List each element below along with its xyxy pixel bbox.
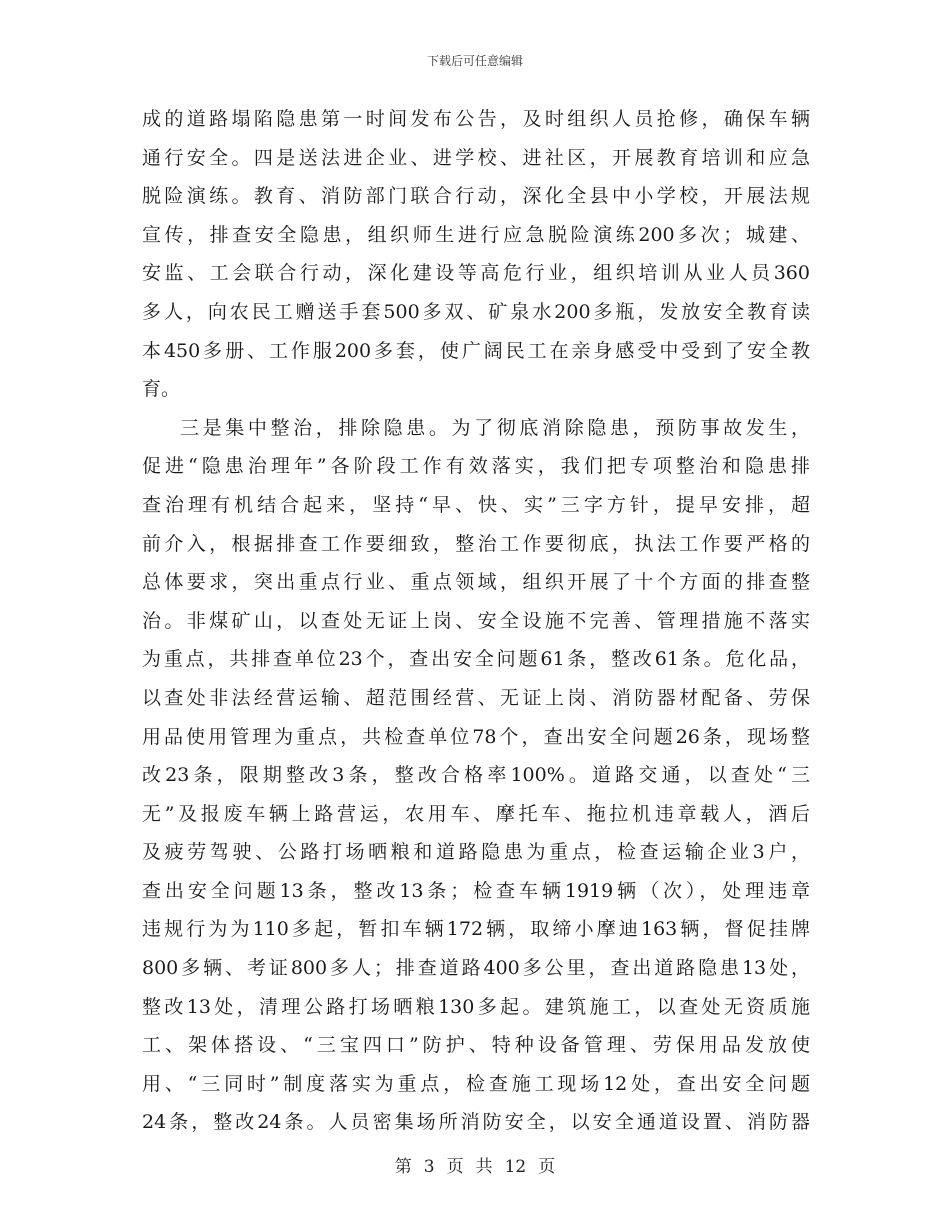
text-line: 以查处非法经营运输、超范围经营、无证上岗、消防器材配备、劳保 [142,686,810,709]
text-line: 工、架体搭设、“三宝四口”防护、特种设备管理、劳保用品发放使 [142,1034,810,1057]
text-line: 及疲劳驾驶、公路打场晒粮和道路隐患为重点，检查运输企业3户， [142,841,810,864]
text-line: 用、“三同时”制度落实为重点，检查施工现场12处，查出安全问题 [142,1072,810,1095]
text-line: 宣传，排查安全隐患，组织师生进行应急脱险演练200多次；城建、 [142,223,810,246]
total-unit: 页 [538,1157,556,1177]
page-unit: 页 [446,1157,464,1177]
text-line: 用品使用管理为重点，共检查单位78个，查出安全问题26条，现场整 [142,725,810,748]
text-line: 前介入，根据排查工作要细致，整治工作要彻底，执法工作要严格的 [142,532,810,555]
text-line: 通行安全。四是送法进企业、进学校、进社区，开展教育培训和应急 [142,146,810,169]
text-line: 本450多册、工作服200多套，使广阔民工在亲身感受中受到了安全教 [142,339,810,362]
text-line: 脱险演练。教育、消防部门联合行动，深化全县中小学校，开展法规 [142,185,810,208]
text-line: 改23条，限期整改3条，整改合格率100%。道路交通，以查处“三 [142,764,810,787]
text-line: 为重点，共排查单位23个，查出安全问题61条，整改61条。危化品， [142,648,810,671]
total-label: 共 [475,1157,493,1177]
text-line: 查治理有机结合起来，坚持“早、快、实”三字方针，提早安排，超 [142,493,810,516]
header-note: 下载后可任意编辑 [426,54,523,68]
page-label: 第 [394,1157,412,1177]
text-line: 促进“隐患治理年”各阶段工作有效落实，我们把专项整治和隐患排 [142,455,810,478]
text-line: 育。 [142,378,181,401]
text-line: 整改13处，清理公路打场晒粮130多起。建筑施工，以查处无资质施 [142,995,810,1018]
document-body [142,100,810,1142]
text-line: 治。非煤矿山，以查处无证上岗、安全设施不完善、管理措施不落实 [142,609,810,632]
text-line: 违规行为为110多起，暂扣车辆172辆，取缔小摩迪163辆，督促挂牌 [142,918,810,941]
text-line: 24条，整改24条。人员密集场所消防安全，以安全通道设置、消防器 [142,1111,810,1134]
text-line: 800多辆、考证800多人；排查道路400多公里，查出道路隐患13处， [142,957,810,980]
text-line: 查出安全问题13条，整改13条；检查车辆1919辆（次），处理违章 [142,879,810,902]
paragraph-start-line: 三是集中整治，排除隐患。为了彻底消除隐患，预防事故发生， [180,416,810,439]
text-line: 多人，向农民工赠送手套500多双、矿泉水200多瓶，发放安全教育读 [142,300,810,323]
text-line: 安监、工会联合行动，深化建设等高危行业，组织培训从业人员360 [142,262,810,285]
text-line: 无”及报废车辆上路营运，农用车、摩托车、拖拉机违章载人，酒后 [142,802,810,825]
total-pages: 12 [504,1157,527,1177]
text-line: 总体要求，突出重点行业、重点领域，组织开展了十个方面的排查整 [142,571,810,594]
page-footer [0,1152,950,1177]
text-line: 成的道路塌陷隐患第一时间发布公告，及时组织人员抢修，确保车辆 [142,108,810,130]
page-number: 3 [423,1157,435,1177]
